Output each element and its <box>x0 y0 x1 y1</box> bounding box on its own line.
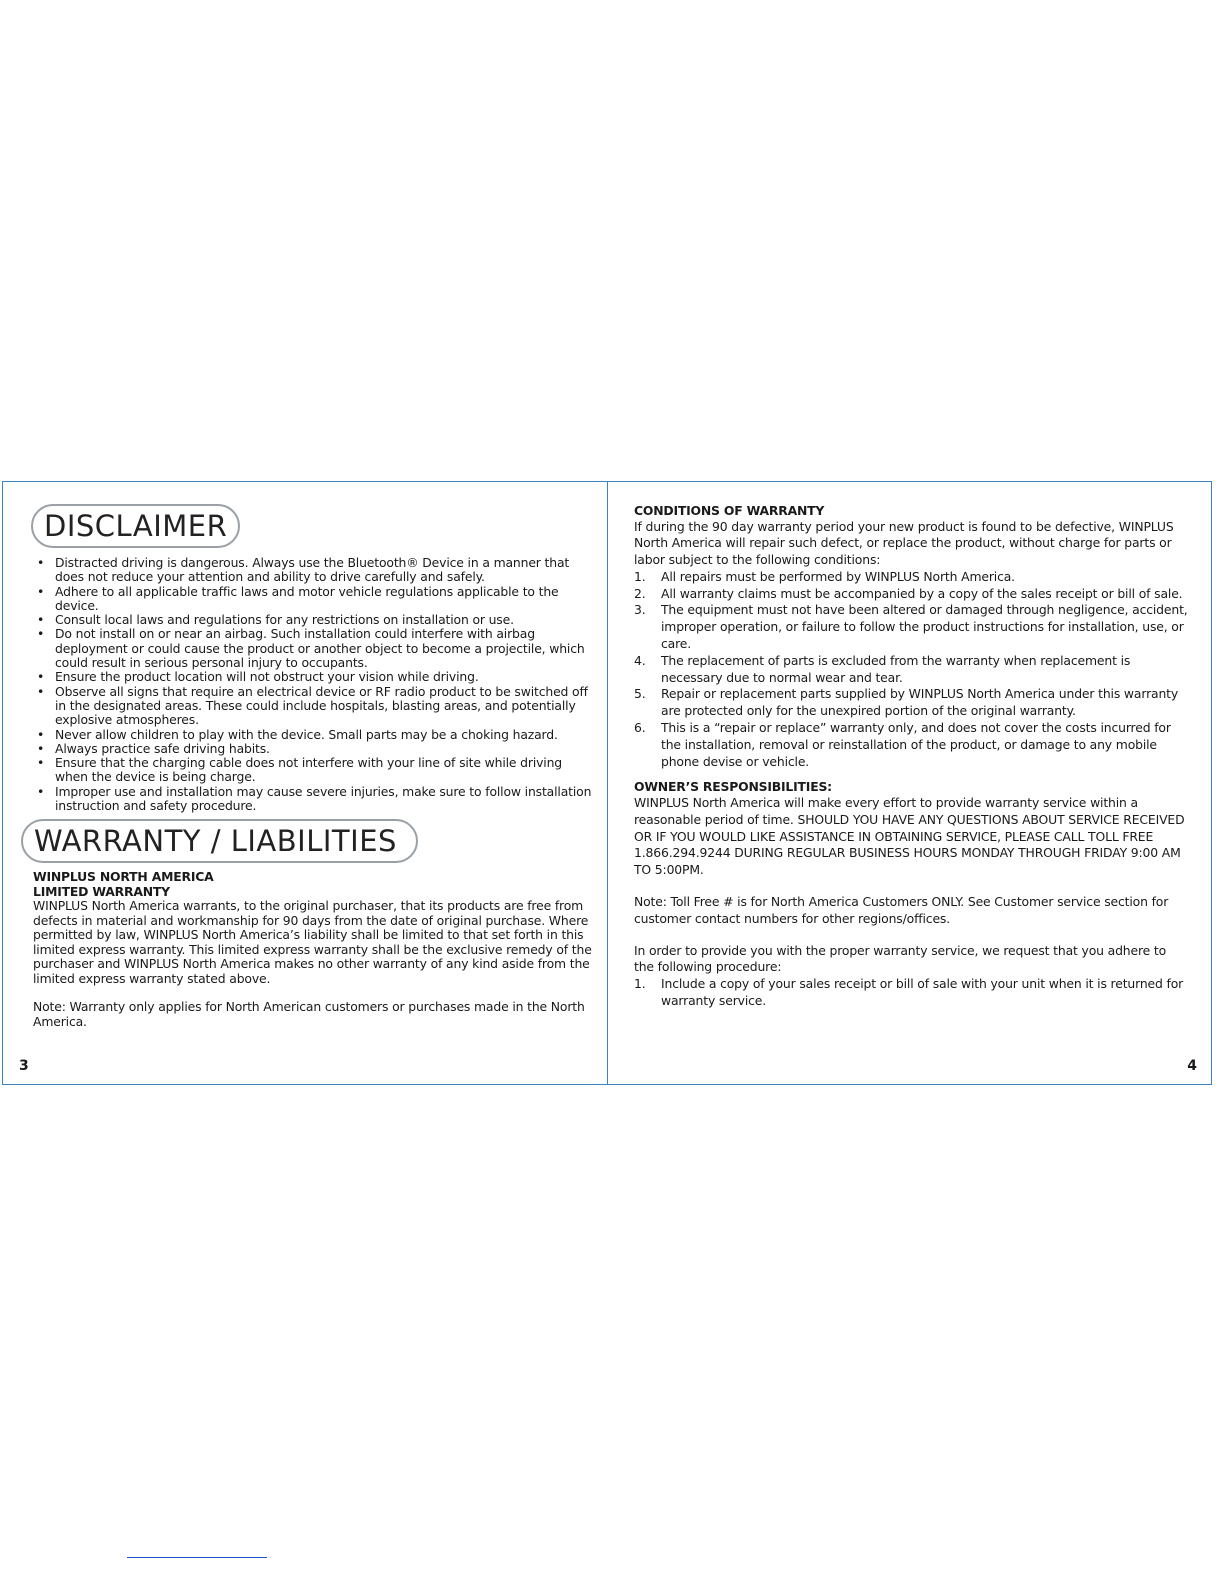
condition-number: 5. <box>634 686 646 702</box>
warranty-title: WARRANTY / LIABILITIES <box>21 819 418 863</box>
condition-item <box>634 720 1189 770</box>
owner-paragraph: WINPLUS North America will make every effort to provide warranty service within a reasonable period of time. SHOULD YOU HAVE ANY QUESTIONS ABOUT SERVICE RECEIVED OR IF YOU WOULD LIKE ASSISTANCE IN OBTAINING SERVICE, PLEASE CALL TOLL FREE 1.866.294.9244 DURING REGULAR BUSINESS HOURS MONDAY THROUGH FRIDAY 9:00 AM TO 5:00PM. <box>634 794 1185 878</box>
disclaimer-item: • Adhere to all applicable traffic laws and motor vehicle regulations applicable to the device. <box>35 585 592 614</box>
disclaimer-item: • Distracted driving is dangerous. Always use the Bluetooth® Device in a manner that does not reduce your attention and ability to drive carefully and safely. <box>35 556 592 585</box>
owner-heading: OWNER’S RESPONSIBILITIES: <box>634 779 832 795</box>
condition-item <box>634 602 1189 652</box>
disclaimer-item: • Do not install on or near an airbag. Such installation could interfere with airbag deployment or could cause the product or another object to become a projectile, which could result in serious personal injury to occupants. <box>35 627 592 670</box>
right-page <box>609 482 1209 1084</box>
booklet-spread <box>2 481 1212 1085</box>
conditions-heading: CONDITIONS OF WARRANTY <box>634 503 825 518</box>
procedure-item <box>634 976 1189 1010</box>
disclaimer-item: • Never allow children to play with the device. Small parts may be a choking hazard. <box>35 728 592 742</box>
warranty-note: Note: Warranty only applies for North American customers or purchases made in the North America. <box>33 999 585 1029</box>
procedure-intro: In order to provide you with the proper warranty service, we request that you adhere to the following procedure: <box>634 942 1167 975</box>
disclaimer-item: • Observe all signs that require an electrical device or RF radio product to be switched off in the designated areas. These could include hospitals, blasting areas, and potentially explosive atmospheres. <box>35 685 592 728</box>
condition-item <box>634 586 1189 603</box>
disclaimer-list <box>35 556 592 813</box>
condition-text: All warranty claims must be accompanied by a copy of the sales receipt or bill of sale. <box>661 585 1183 601</box>
disclaimer-item: • Improper use and installation may cause severe injuries, make sure to follow installation instruction and safety procedure. <box>35 785 592 814</box>
page-number-left: 3 <box>19 1058 29 1074</box>
toll-free-note: Note: Toll Free # is for North America Customers ONLY. See Customer service section for customer contact numbers for other regions/offices. <box>634 893 1169 926</box>
condition-item <box>634 653 1189 687</box>
condition-number: 3. <box>634 602 646 618</box>
page-divider <box>607 482 608 1084</box>
condition-number: 6. <box>634 720 646 736</box>
condition-number: 2. <box>634 585 646 601</box>
company-heading: WINPLUS NORTH AMERICA <box>33 869 214 885</box>
procedure-text: Include a copy of your sales receipt or bill of sale with your unit when it is returned for warranty service. <box>661 976 1184 1008</box>
condition-item <box>634 686 1189 720</box>
disclaimer-item: • Always practice safe driving habits. <box>35 742 592 756</box>
condition-text: All repairs must be performed by WINPLUS North America. <box>661 568 1015 584</box>
condition-text: Repair or replacement parts supplied by WINPLUS North America under this warranty are protected only for the unexpired portion of the original warranty. <box>661 686 1179 719</box>
warranty-paragraph: WINPLUS North America warrants, to the original purchaser, that its products are free from defects in material and workmanship for 90 days from the date of original purchase. Where permitted by law, WINPLUS North America’s liability shall be limited to that set forth in this limited express warranty. This limited express warranty shall be the exclusive remedy of the purchaser and WINPLUS North America makes no other warranty of any kind aside from the limited express warranty stated above. <box>33 898 592 986</box>
hyperlink-underline <box>127 1557 267 1558</box>
disclaimer-item: • Consult local laws and regulations for any restrictions on installation or use. <box>35 613 592 627</box>
condition-text: The replacement of parts is excluded from the warranty when replacement is necessary due to normal wear and tear. <box>661 652 1131 685</box>
condition-text: This is a “repair or replace” warranty only, and does not cover the costs incurred for the installation, removal or reinstallation of the product, or damage to any mobile phone devise or vehicle. <box>661 720 1171 769</box>
warranty-section <box>33 870 592 1029</box>
condition-number: 1. <box>634 568 646 584</box>
procedure-number: 1. <box>634 976 646 992</box>
conditions-list <box>634 569 1189 771</box>
conditions-intro: If during the 90 day warranty period your new product is found to be defective, WINPLUS North America will repair such defect, or replace the product, without charge for parts or labor subject to the following conditions: <box>634 518 1174 568</box>
limited-warranty-heading: LIMITED WARRANTY <box>33 883 170 899</box>
disclaimer-item: • Ensure that the charging cable does not interfere with your line of site while driving when the device is being charge. <box>35 756 592 785</box>
left-page <box>3 482 606 1084</box>
condition-text: The equipment must not have been altered or damaged through negligence, accident, improper operation, or failure to follow the product instructions for installation, use, or care. <box>661 602 1188 652</box>
procedure-list <box>634 976 1189 1010</box>
condition-item <box>634 569 1189 586</box>
page-number-right: 4 <box>1187 1058 1197 1074</box>
disclaimer-item: • Ensure the product location will not obstruct your vision while driving. <box>35 670 592 684</box>
condition-number: 4. <box>634 652 646 668</box>
disclaimer-title: DISCLAIMER <box>31 504 240 548</box>
